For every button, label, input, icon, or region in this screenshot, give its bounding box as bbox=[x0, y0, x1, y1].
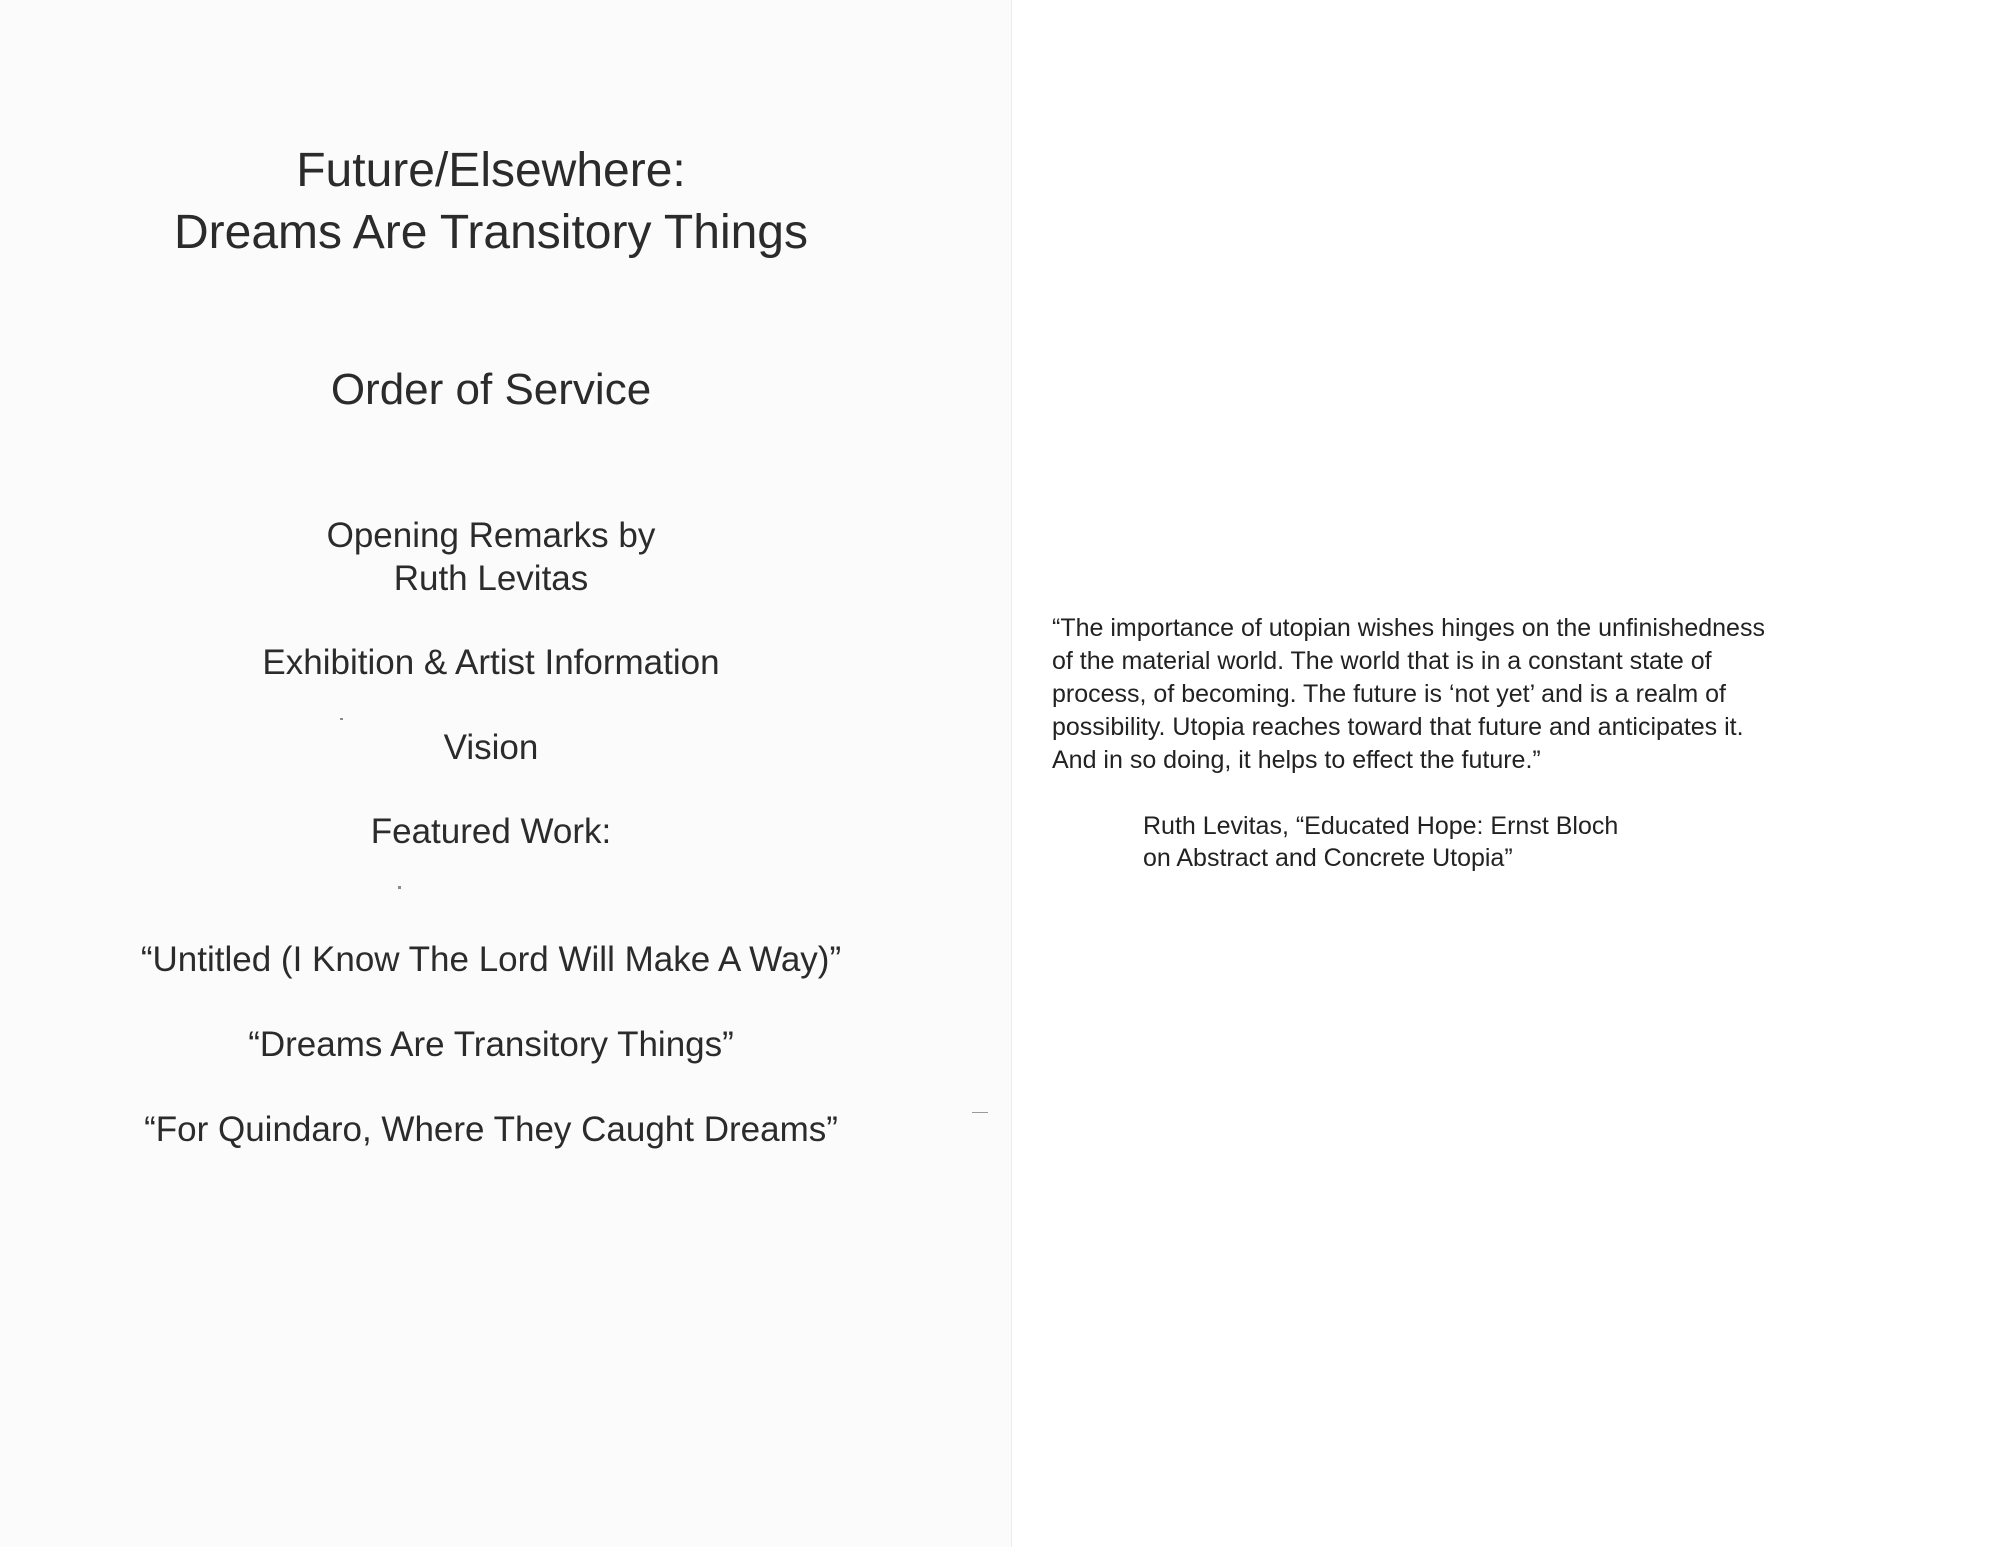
quote-line-2: of the material world. The world that is in a constant state of bbox=[1052, 647, 1712, 675]
order-of-service-heading: Order of Service bbox=[330, 365, 652, 414]
utopia-quote bbox=[1052, 612, 1852, 777]
program-title bbox=[0, 140, 982, 264]
featured-work-heading: Featured Work: bbox=[370, 812, 612, 851]
featured-work-1: “Untitled (I Know The Lord Will Make A Way)” bbox=[140, 940, 842, 979]
quote-line-4: possibility. Utopia reaches toward that future and anticipates it. bbox=[1052, 713, 1744, 741]
exhibition-info: Exhibition & Artist Information bbox=[262, 643, 720, 682]
quote-line-3: process, of becoming. The future is ‘not yet’ and is a realm of bbox=[1052, 680, 1726, 708]
vision-item: Vision bbox=[443, 728, 539, 767]
scan-speck bbox=[340, 718, 343, 720]
program-title-line-1: Future/Elsewhere: bbox=[296, 144, 686, 197]
fold-tick-mark bbox=[972, 1112, 988, 1113]
citation-line-2: on Abstract and Concrete Utopia” bbox=[1143, 844, 1513, 872]
program-title-line-2: Dreams Are Transitory Things bbox=[173, 206, 808, 259]
quote-line-5: And in so doing, it helps to effect the future.” bbox=[1052, 746, 1541, 774]
quote-line-1: “The importance of utopian wishes hinges on the unfinishedness bbox=[1052, 614, 1765, 642]
citation-line-1: Ruth Levitas, “Educated Hope: Ernst Bloch bbox=[1143, 812, 1619, 840]
opening-remarks bbox=[0, 514, 982, 600]
featured-work-3: “For Quindaro, Where They Caught Dreams” bbox=[144, 1110, 838, 1149]
quote-citation bbox=[1143, 810, 1618, 874]
opening-remarks-speaker: Ruth Levitas bbox=[393, 559, 589, 598]
featured-work-2: “Dreams Are Transitory Things” bbox=[248, 1025, 734, 1064]
scan-speck bbox=[398, 886, 401, 889]
opening-remarks-line-1: Opening Remarks by bbox=[326, 516, 656, 555]
